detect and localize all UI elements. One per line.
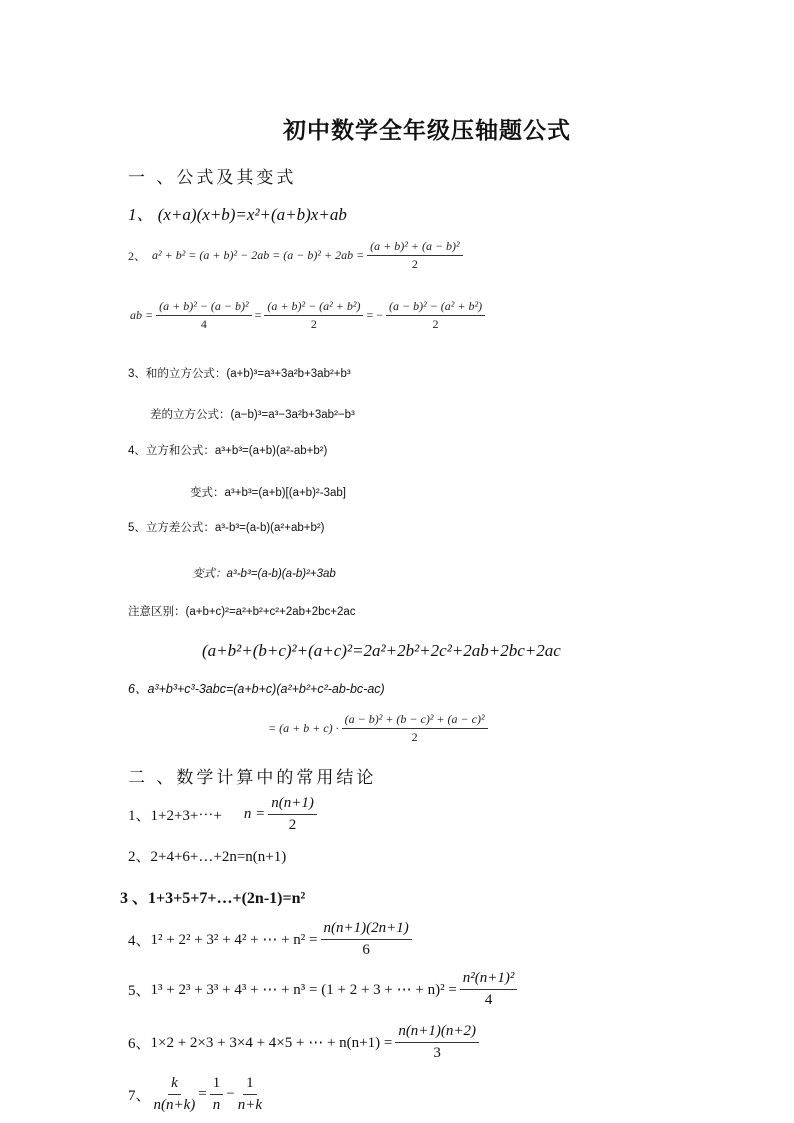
conclusion-5-label: 5、 — [128, 982, 151, 999]
fraction-denominator: 2 — [310, 317, 317, 332]
formula-2-label: 2、 — [128, 249, 147, 264]
equals-sign: = — [254, 308, 262, 323]
formula-5b: 变式：a³-b³=(a-b)(a-b)²+3ab — [192, 568, 336, 580]
conclusion-7-label: 7、 — [128, 1087, 151, 1104]
section-2-heading: 二 、数学计算中的常用结论 — [128, 768, 377, 788]
fraction-numerator: n(n+1) — [268, 795, 317, 815]
formula-6b-lhs: = (a + b + c) · — [268, 721, 339, 736]
fraction-numerator: k — [168, 1075, 181, 1095]
conclusion-4 — [128, 920, 415, 958]
formula-2b-fraction-1 — [156, 300, 251, 331]
conclusion-1-label: 1、1+2+3+⋯+ — [128, 807, 222, 824]
formula-2-fraction — [367, 240, 462, 271]
fraction-numerator: (a + b)² − (a − b)² — [156, 300, 251, 316]
conclusion-5 — [128, 970, 520, 1008]
conclusion-6-label: 6、 — [128, 1035, 151, 1052]
fraction-denominator: 2 — [411, 730, 418, 745]
section-1-heading: 一 、公式及其变式 — [128, 168, 297, 188]
conclusion-5-lhs: 1³ + 2³ + 3³ + 4³ + ⋯ + n³ = (1 + 2 + 3 + ⋯ + n)² = — [150, 981, 457, 998]
fraction-numerator: (a − b)² + (b − c)² + (a − c)² — [342, 713, 488, 729]
formula-6: 6、a³+b³+c³-3abc=(a+b+c)(a²+b²+c²-ab-bc-ac) — [128, 682, 385, 696]
fraction-numerator: 1 — [243, 1075, 257, 1095]
minus-sign: − — [226, 1085, 235, 1102]
formula-6b — [268, 713, 491, 744]
formula-3: 3、和的立方公式：(a+b)³=a³+3a²b+3ab²+b³ — [128, 368, 351, 380]
fraction-numerator: n(n+1)(n+2) — [395, 1023, 479, 1043]
formula-2b-fraction-2 — [264, 300, 363, 331]
fraction-denominator: n+k — [237, 1096, 263, 1113]
fraction-denominator: 2 — [288, 816, 297, 833]
fraction-denominator: n(n+k) — [153, 1096, 196, 1113]
conclusion-7-fraction-2 — [210, 1075, 224, 1113]
conclusion-4-fraction — [321, 920, 412, 958]
formula-3b: 差的立方公式：(a−b)³=a³−3a²b+3ab²−b³ — [150, 409, 355, 421]
formula-2b-fraction-3 — [386, 300, 485, 331]
fraction-denominator: 2 — [432, 317, 439, 332]
conclusion-6-lhs: 1×2 + 2×3 + 3×4 + 4×5 + ⋯ + n(n+1) = — [150, 1034, 393, 1051]
equals-minus-sign: = − — [366, 308, 383, 323]
fraction-numerator: (a − b)² − (a² + b²) — [386, 300, 485, 316]
fraction-numerator: n²(n+1)² — [460, 970, 518, 990]
conclusion-1 — [128, 795, 320, 833]
conclusion-4-lhs: 1² + 2² + 3² + 4² + ⋯ + n² = — [150, 931, 318, 948]
conclusion-7-fraction-1 — [154, 1075, 196, 1113]
equals-sign: = — [198, 1085, 207, 1102]
formula-2 — [128, 240, 466, 271]
fraction-denominator: 2 — [411, 257, 418, 272]
fraction-denominator: 4 — [200, 317, 207, 332]
conclusion-6 — [128, 1023, 482, 1061]
fraction-denominator: n — [212, 1096, 221, 1113]
conclusion-2: 2、2+4+6+…+2n=n(n+1) — [128, 849, 287, 865]
formula-5: 5、立方差公式：a³-b³=(a-b)(a²+ab+b²) — [128, 522, 325, 534]
fraction-numerator: (a + b)² + (a − b)² — [367, 240, 462, 256]
formula-1: 1、 (x+a)(x+b)=x²+(a+b)x+ab — [128, 205, 347, 224]
fraction-numerator: 1 — [210, 1075, 224, 1095]
conclusion-4-label: 4、 — [128, 932, 151, 949]
fraction-denominator: 4 — [484, 991, 493, 1008]
formula-4: 4、立方和公式：a³+b³=(a+b)(a²-ab+b²) — [128, 445, 328, 457]
conclusion-6-fraction — [395, 1023, 479, 1061]
formula-2-lhs: a² + b² = (a + b)² − 2ab = (a − b)² + 2ab = — [152, 248, 365, 263]
fraction-denominator: 3 — [433, 1044, 441, 1061]
fraction-numerator: n(n+1)(2n+1) — [321, 920, 412, 940]
formula-2b — [130, 300, 488, 331]
note-difference: 注意区别：(a+b+c)²=a²+b²+c²+2ab+2bc+2ac — [128, 606, 356, 618]
formula-2b-lhs: ab = — [130, 308, 154, 323]
conclusion-1-fraction — [268, 795, 317, 833]
formula-6b-fraction — [342, 713, 488, 744]
page-title: 初中数学全年级压轴题公式 — [283, 118, 571, 144]
conclusion-7-fraction-3 — [238, 1075, 262, 1113]
conclusion-3: 3 、1+3+5+7+…+(2n-1)=n² — [120, 890, 306, 907]
fraction-denominator: 6 — [362, 941, 370, 958]
formula-4b: 变式：a³+b³=(a+b)[(a+b)²-3ab] — [190, 487, 346, 499]
fraction-numerator: (a + b)² − (a² + b²) — [264, 300, 363, 316]
conclusion-7 — [128, 1075, 265, 1113]
conclusion-1-lhs: n = — [243, 805, 266, 822]
note-formula-large: (a+b²+(b+c)²+(a+c)²=2a²+2b²+2c²+2ab+2bc+2ac — [202, 641, 561, 660]
conclusion-5-fraction — [460, 970, 518, 1008]
